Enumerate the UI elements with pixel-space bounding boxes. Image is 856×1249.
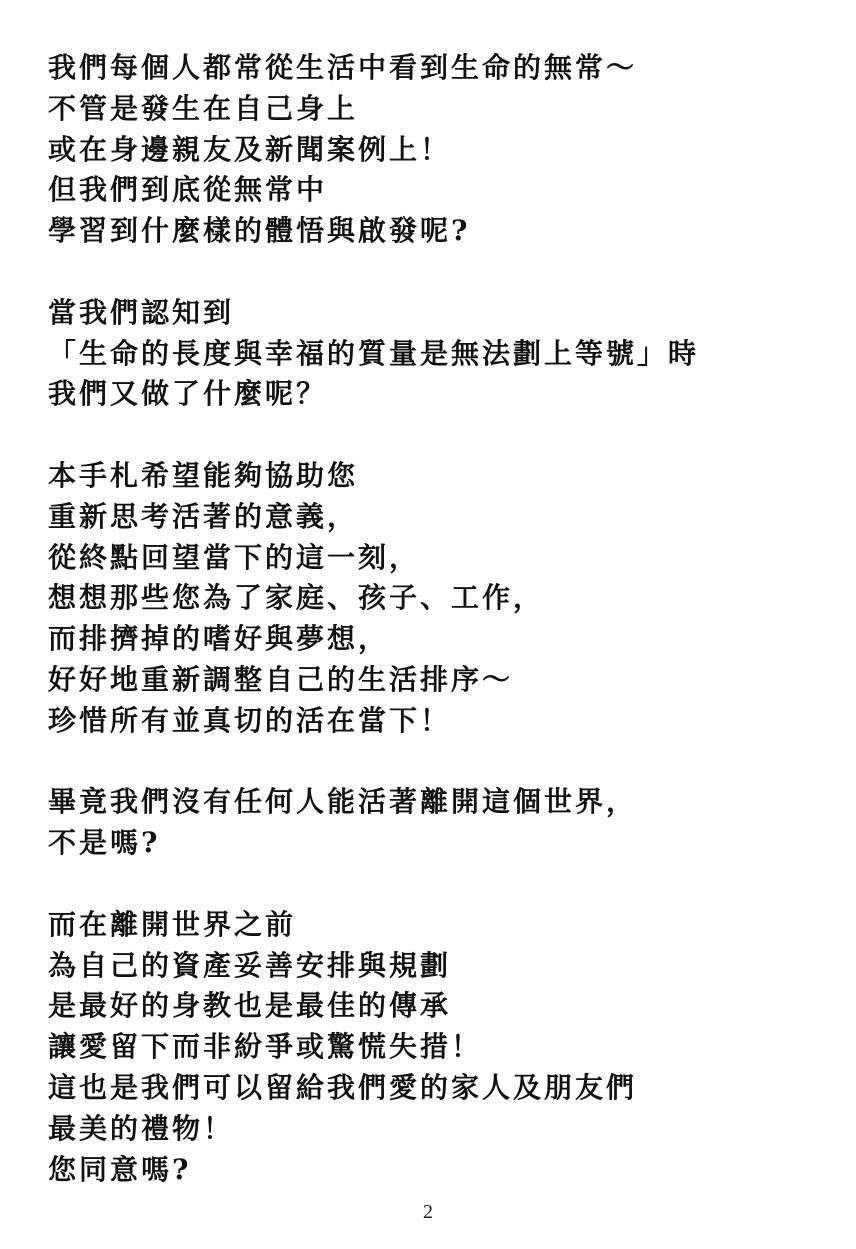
text-line: 好好地重新調整自己的生活排序～ xyxy=(48,662,514,696)
text-line: 本手札希望能夠協助您 xyxy=(48,458,359,492)
text-line: 珍惜所有並真切的活在當下！ xyxy=(48,703,452,737)
text-line: 是最好的身教也是最佳的傳承 xyxy=(48,989,452,1023)
text-line: 而在離開世界之前 xyxy=(48,907,297,941)
paragraph-gap xyxy=(48,742,828,783)
paragraph-1 xyxy=(48,48,828,252)
text-line: 畢竟我們沒有任何人能活著離開這個世界， xyxy=(48,785,638,819)
body-text xyxy=(48,48,828,1190)
text-line: 或在身邊親友及新聞案例上！ xyxy=(48,132,452,166)
text-line: 為自己的資產妥善安排與規劃 xyxy=(48,948,452,982)
paragraph-2 xyxy=(48,293,828,415)
text-line: 不是嗎? xyxy=(48,826,161,860)
text-line: 我們又做了什麼呢？ xyxy=(48,377,328,411)
text-line: 「生命的長度與幸福的質量是無法劃上等號」時 xyxy=(48,336,700,370)
text-line: 讓愛留下而非紛爭或驚慌失措！ xyxy=(48,1030,483,1064)
text-line: 您同意嗎? xyxy=(48,1152,192,1186)
text-line: 想想那些您為了家庭、孩子、工作， xyxy=(48,581,545,615)
paragraph-5 xyxy=(48,905,828,1191)
text-line: 從終點回望當下的這一刻， xyxy=(48,540,421,574)
text-line: 我們每個人都常從生活中看到生命的無常～ xyxy=(48,51,638,84)
text-line: 但我們到底從無常中 xyxy=(48,173,328,207)
paragraph-4 xyxy=(48,782,828,864)
paragraph-gap xyxy=(48,864,828,905)
text-line: 不管是發生在自己身上 xyxy=(48,91,359,125)
paragraph-3 xyxy=(48,456,828,742)
text-line: 最美的禮物！ xyxy=(48,1111,235,1145)
text-line: 學習到什麼樣的體悟與啟發呢? xyxy=(48,214,471,248)
text-line: 這也是我們可以留給我們愛的家人及朋友們 xyxy=(48,1070,638,1104)
text-line: 而排擠掉的嗜好與夢想， xyxy=(48,622,390,656)
text-line: 當我們認知到 xyxy=(48,295,235,329)
paragraph-gap xyxy=(48,252,828,293)
page-number: 2 xyxy=(423,1201,433,1223)
text-line: 重新思考活著的意義， xyxy=(48,499,359,533)
paragraph-gap xyxy=(48,415,828,456)
